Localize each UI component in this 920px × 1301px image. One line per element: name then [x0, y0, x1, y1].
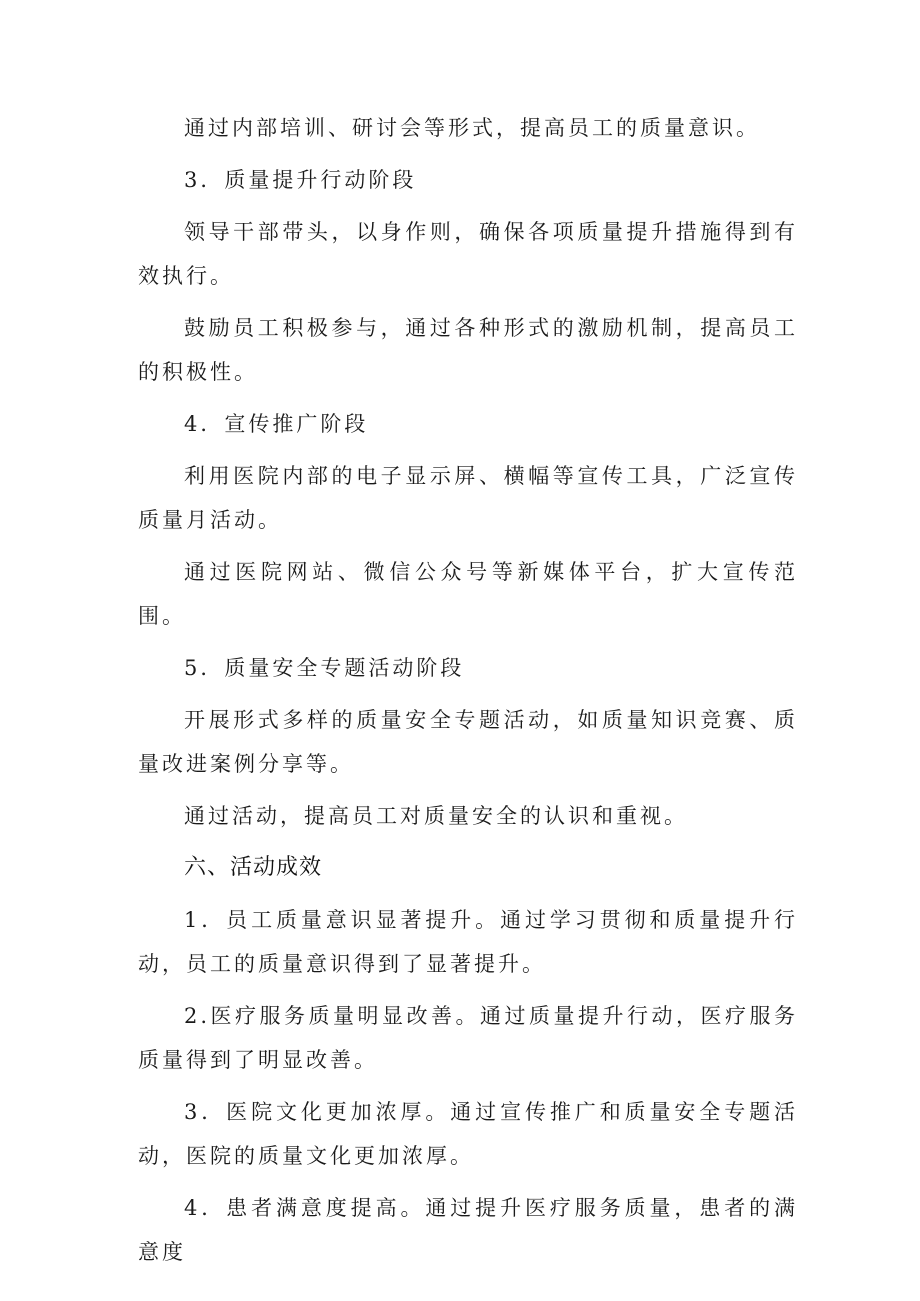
section-item-heading: 4．宣传推广阶段: [184, 412, 369, 436]
paragraph: 1．员工质量意识显著提升。通过学习贯彻和质量提升行动，员工的质量意识得到了显著提升。: [138, 908, 798, 976]
section-item-heading: 3．质量提升行动阶段: [184, 168, 417, 192]
paragraph: 鼓励员工积极参与，通过各种形式的激励机制，提高员工的积极性。: [138, 316, 798, 384]
paragraph: 领导干部带头，以身作则，确保各项质量提升措施得到有效执行。: [138, 220, 798, 288]
paragraph: 3．医院文化更加浓厚。通过宣传推广和质量安全专题活动，医院的质量文化更加浓厚。: [138, 1100, 798, 1168]
section-item-heading: 5．质量安全专题活动阶段: [184, 656, 465, 680]
paragraph: 2.医疗服务质量明显改善。通过质量提升行动，医疗服务质量得到了明显改善。: [138, 1004, 798, 1072]
section-heading: 六、活动成效: [184, 855, 323, 880]
paragraph: 通过内部培训、研讨会等形式，提高员工的质量意识。: [184, 116, 760, 140]
paragraph: 通过医院网站、微信公众号等新媒体平台，扩大宣传范围。: [138, 560, 798, 628]
paragraph: 通过活动，提高员工对质量安全的认识和重视。: [184, 804, 688, 828]
paragraph: 开展形式多样的质量安全专题活动，如质量知识竞赛、质量改进案例分享等。: [138, 708, 798, 776]
paragraph: 4．患者满意度提高。通过提升医疗服务质量，患者的满意度: [138, 1196, 798, 1264]
document-body: [138, 106, 798, 1282]
paragraph: 利用医院内部的电子显示屏、横幅等宣传工具，广泛宣传质量月活动。: [138, 464, 798, 532]
